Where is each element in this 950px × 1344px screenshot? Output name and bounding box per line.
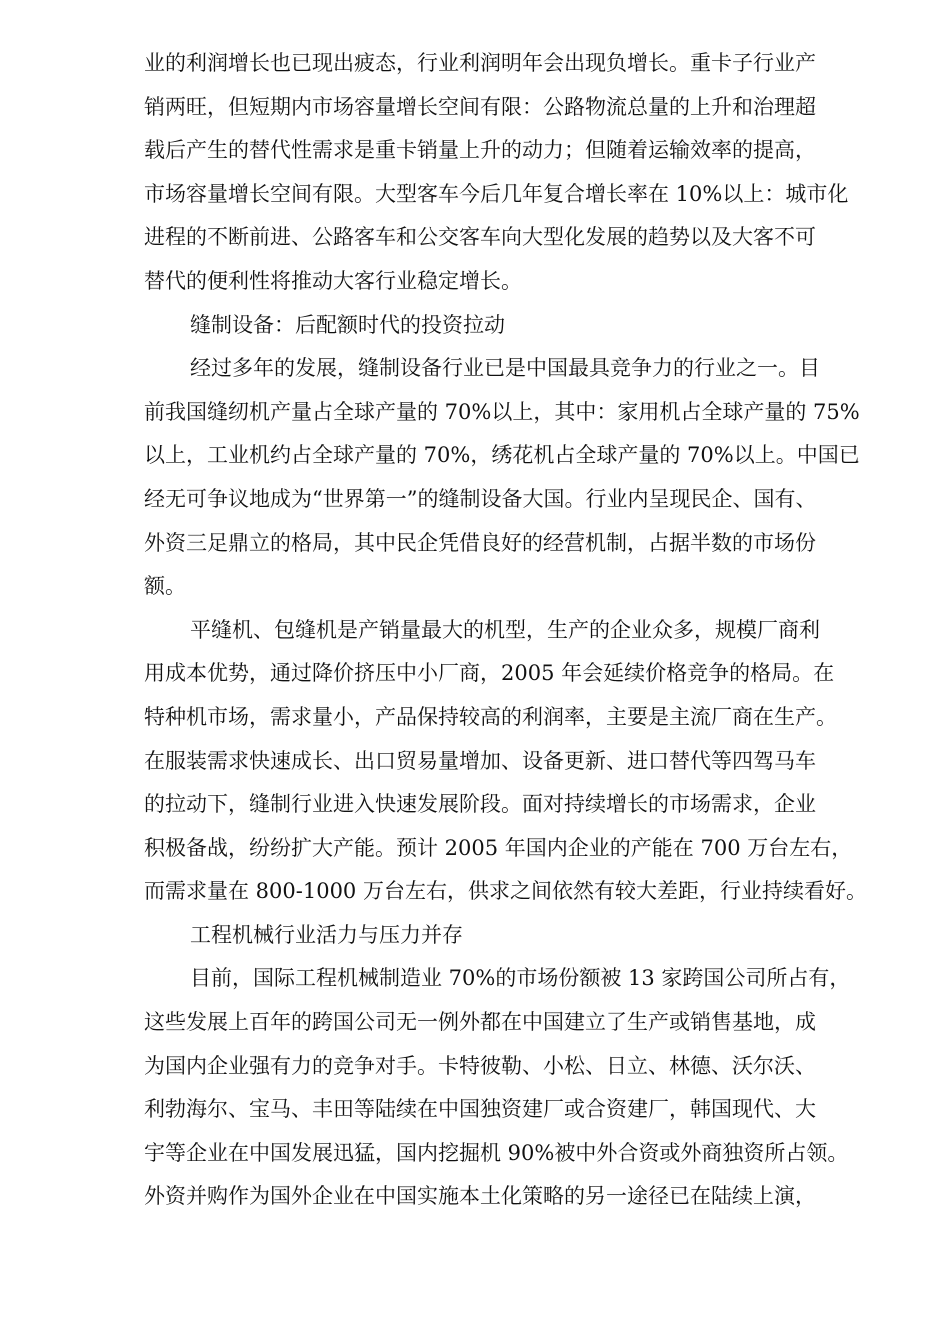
text-line: 特种机市场，需求量小，产品保持较高的利润率，主要是主流厂商在生产。 — [144, 704, 837, 729]
text-line: 目前，国际工程机械制造业 70%的市场份额被 13 家跨国公司所占有， — [190, 966, 851, 991]
text-line: 而需求量在 800-1000 万台左右，供求之间依然有较大差距，行业持续看好。 — [144, 879, 867, 904]
text-line: 的拉动下，缝制行业进入快速发展阶段。面对持续增长的市场需求，企业 — [144, 792, 816, 817]
text-line: 额。 — [144, 574, 186, 599]
text-line: 前我国缝纫机产量占全球产量的 70%以上，其中：家用机占全球产量的 75% — [144, 399, 860, 424]
text-line: 在服装需求快速成长、出口贸易量增加、设备更新、进口替代等四驾马车 — [144, 748, 816, 773]
text-line: 平缝机、包缝机是产销量最大的机型，生产的企业众多，规模厂商利 — [190, 617, 820, 642]
text-line: 这些发展上百年的跨国公司无一例外都在中国建立了生产或销售基地，成 — [144, 1010, 816, 1035]
text-line: 进程的不断前进、公路客车和公交客车向大型化发展的趋势以及大客不可 — [144, 225, 816, 250]
text-line: 利勃海尔、宝马、丰田等陆续在中国独资建厂或合资建厂，韩国现代、大 — [144, 1097, 816, 1122]
text-line: 经无可争议地成为“世界第一”的缝制设备大国。行业内呈现民企、国有、 — [144, 486, 817, 511]
text-line: 宇等企业在中国发展迅猛，国内挖掘机 90%被中外合资或外商独资所占领。 — [144, 1140, 849, 1165]
text-line: 经过多年的发展，缝制设备行业已是中国最具竞争力的行业之一。目 — [190, 356, 820, 381]
text-line: 外资三足鼎立的格局，其中民企凭借良好的经营机制，占据半数的市场份 — [144, 530, 816, 555]
text-line: 替代的便利性将推动大客行业稳定增长。 — [144, 268, 522, 293]
text-line: 销两旺，但短期内市场容量增长空间有限：公路物流总量的上升和治理超 — [144, 94, 816, 119]
text-line: 为国内企业强有力的竞争对手。卡特彼勒、小松、日立、林德、沃尔沃、 — [144, 1053, 816, 1078]
text-line: 工程机械行业活力与压力并存 — [190, 922, 463, 947]
text-line: 积极备战，纷纷扩大产能。预计 2005 年国内企业的产能在 700 万台左右， — [144, 835, 853, 860]
body-text — [144, 42, 884, 1219]
text-line: 载后产生的替代性需求是重卡销量上升的动力；但随着运输效率的提高， — [144, 138, 816, 163]
text-line: 以上，工业机约占全球产量的 70%，绣花机占全球产量的 70%以上。中国已 — [144, 443, 860, 468]
text-line: 业的利润增长也已现出疲态，行业利润明年会出现负增长。重卡子行业产 — [144, 51, 816, 75]
text-line: 用成本优势，通过降价挤压中小厂商，2005 年会延续价格竞争的格局。在 — [144, 661, 835, 686]
text-line: 市场容量增长空间有限。大型客车今后几年复合增长率在 10%以上：城市化 — [144, 181, 849, 206]
text-line: 外资并购作为国外企业在中国实施本土化策略的另一途径已在陆续上演， — [144, 1184, 816, 1209]
text-line: 缝制设备：后配额时代的投资拉动 — [190, 312, 505, 337]
